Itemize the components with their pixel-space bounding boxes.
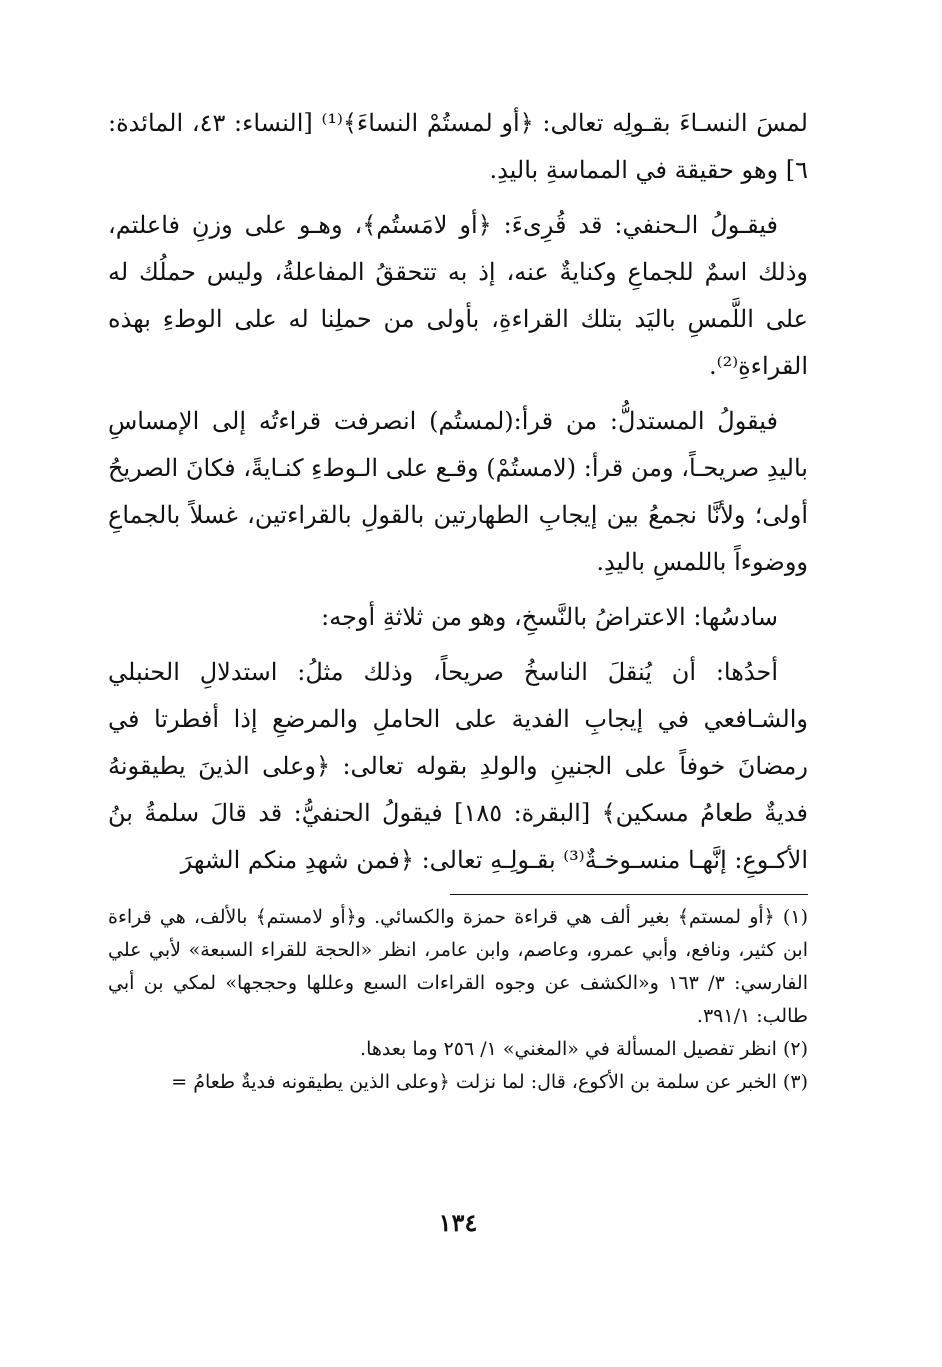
footnote-separator: [450, 894, 808, 895]
paragraph-5: أحدُها: أن يُنقلَ الناسخُ صريحاً، وذلك مثلُ: استدلالِ الحنبلي والشـافعي في إيجابِ الفدية على الحاملِ والمرضعِ إذا أفطرتا في رمضانَ خوفاً على الجنينِ والولدِ بقوله تعالى: ﴿وعلى الذينَ يطيقونهُ فديةٌ طعامُ مسكين﴾ [البقرة: ١٨٥] فيقولُ الحنفيُّ: قد قالَ سلمةُ بنُ الأكـوعِ: إنَّهـا منسـوخـةٌ⁽³⁾ بقـولِـهِ تعالى: ﴿فمن شهدِ منكم الشهرَ: [108, 658, 809, 874]
footnote-1: (١) ﴿أو لمستم﴾ بغير ألف هي قراءة حمزة والكسائي. و﴿أو لامستم﴾ بالألف، هي قراءة ابن كثير، ونافع، وأبي عمرو، وعاصم، وابن عامر، انظر «الحجة للقراء السبعة» لأبي علي الفارسي: ٣/ ١٦٣ و«الكشف عن وجوه القراءات السبع وعللها وحججها» لمكي بن أبي طالب: ٣٩١/١.: [108, 906, 808, 1027]
paragraph-4: سادسُها: الاعتراضُ بالنَّسخِ، وهو من ثلاثةِ أوجه:: [321, 603, 778, 631]
footnote-3: (٣) الخبر عن سلمة بن الأكوع، قال: لما نزلت ﴿وعلى الذين يطيقونه فديةٌ طعامُ =: [171, 1071, 808, 1093]
paragraph-3: فيقولُ المستدلُّ: من قرأ:(لمستُم) انصرفت قراءتُه إلى الإمساسِ باليدِ صريحـاً، ومن قرأ: (لامستُمْ) وقـع على الـوطءِ كنـايةً، فكانَ الصريحُ أولى؛ ولأنَّا نجمعُ بين إيجابِ الطهارتين بالقولِ بالقراءتين، غسلاً بالجماعِ ووضوءاً باللمسِ باليدِ.: [108, 407, 808, 576]
footnote-2: (٢) انظر تفصيل المسألة في «المغني» ١/ ٢٥٦ وما بعدها.: [360, 1038, 808, 1060]
paragraph-2: فيقـولُ الـحنفي: قد قُرِىءَ: ﴿أو لامَستُم﴾، وهـو على وزنِ فاعلتم، وذلك اسمٌ للجماعِ وكنايةٌ عنه، إذ به تتحققُ المفاعلةُ، وليس حملُك له على اللَّمسِ باليَد بتلك القراءةِ، بأولى من حملِنا له على الوطءِ بهذه القراءةِ⁽²⁾.: [108, 211, 809, 380]
footnotes: [108, 901, 808, 1099]
main-text: [108, 100, 808, 884]
document-page: [108, 100, 808, 1280]
paragraph-1: لمسَ النسـاءَ بقـولِه تعالى: ﴿أو لمستُمْ النساءَ﴾⁽¹⁾ [النساء: ٤٣، المائدة: ٦] وهو حقيقة في المماسةِ باليدِ.: [108, 109, 808, 184]
page-number: ١٣٤: [438, 1208, 478, 1237]
